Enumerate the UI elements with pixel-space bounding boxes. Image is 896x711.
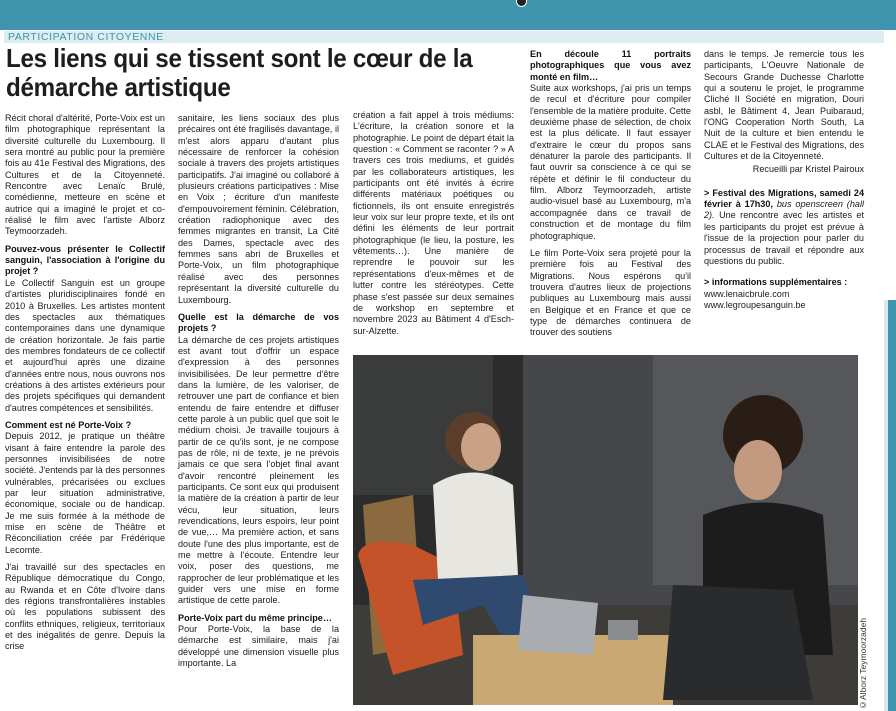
column-3 <box>353 110 514 343</box>
event-location: bus openscreen (hall 2). <box>704 199 864 221</box>
photo-illustration <box>353 355 858 705</box>
answer-paragraph: J'ai travaillé sur des spectacles en République démocratique du Congo, au Rwanda et en Côte d'Ivoire dans des régions transfrontalières instables où les populations subissent des conflits ethniques, religieux, territoriaux et des inégalités de genre. Depuis la crise <box>5 562 165 652</box>
question-heading: Porte-Voix part du même principe… <box>178 612 332 623</box>
website-link[interactable]: www.lenaicbrule.com <box>704 288 790 299</box>
question-heading: Pouvez-vous présenter le Collectif sanguin, l'association à l'origine du projet ? <box>5 243 165 277</box>
answer-paragraph: Le Collectif Sanguin est un groupe d'artistes pluridisciplinaires fondé en 2010 à Bruxelles. Les artistes montent des spectacles aux thématiques contemporaines dans une dynamique de création horizontale. Je fais partie des membres fondateurs de ce collectif et aujourd'hui après une dizaine d'années entre nous, nous ouvrons nos créations à des artistes extérieurs pour des projets spécifiques qui demandent d'autres compétences et sensibilités. <box>5 277 165 413</box>
photo-credit: ©Alborz Teymoorzadeh <box>858 617 868 710</box>
page-title: Les liens qui se tissent sont le cœur de la démarche artistique <box>6 43 473 102</box>
section-rubric: PARTICIPATION CITOYENNE <box>4 31 884 43</box>
website-link[interactable]: www.legroupesanguin.be <box>704 299 806 310</box>
info-heading: > informations supplémentaires : <box>704 277 848 288</box>
acknowledgements-paragraph: dans le temps. Je remercie tous les participants, L'Oeuvre Nationale de Secours Grande Duchesse Charlotte qui a soutenu le projet, le programme Cliché II Société en migration, Douri asbl, le Bâtiment 4, Jean Puibaraud, l'ONG Cooperation North South, La Nuit de la culture et bien entendu le CLAE et le Festival des Migrations, des Cultures et de la Citoyenneté. <box>704 49 864 162</box>
question-heading: Comment est né Porte-Voix ? <box>5 419 132 430</box>
woman-face <box>461 423 501 471</box>
event-description: Une rencontre avec les artistes et les participants du projet est prévue à l'issue de la projection pour parler du processus de travail et répondre aux questions du public. <box>704 210 865 266</box>
workshop-photo <box>353 355 858 705</box>
question-heading: En découle 11 portraits photographiques que vous avez monté en film… <box>530 49 691 82</box>
man-face <box>734 440 782 500</box>
answer-paragraph: Depuis 2012, je pratique un théâtre visant à faire entendre la parole des personnes invisibilisées de notre société. J'entends par là des personnes vulnérables, précarisées ou exclues par leur situation administrative, économique, sociale ou de handicap. Je me suis formée à la méthode de mise en scène de Théâtre et Réconciliation créée par Frédérique Lecomte. <box>5 431 165 555</box>
body-paragraph: sanitaire, les liens sociaux des plus précaires ont été fragilisés davantage, il m'est alors apparu d'autant plus nécessaire de renforcer la cohésion sociale à travers des projets artistiques participatifs. J'ai imaginé ou collaboré à plusieurs créations participatives : Mise en Voix ; écriture d'un manifeste d'empouvoirement féminin. Célébration, création radiophonique avec des femmes migrantes en transit, La Cité des Dames, spectacle avec des femmes sans abri de Bruxelles et Porte-Voix, un film photographique réalisé avec des personnes représentant la diversité culturelle du Luxembourg. <box>178 113 339 305</box>
intro-paragraph: Récit choral d'altérité, Porte-Voix est un film photographique représentant la diversité culturelle du Luxembourg. Il sera montré au public pour la première fois au 41e Festival des Migrations, des Cultures et de la Citoyenneté. Rencontre avec Lenaïc Brulé, comédienne, metteure en scène et autrice qui a imaginé le projet et co-réalisé le film avec l'artiste Alborz Teymoorzadeh. <box>5 113 165 237</box>
column-5 <box>704 49 864 317</box>
page-edge-accent <box>888 300 896 711</box>
answer-paragraph: Pour Porte-Voix, la base de la démarche est similaire, mais j'ai développé une dimension visuelle plus importante. La <box>178 624 339 669</box>
white-tshirt <box>433 473 518 581</box>
audio-recorder <box>608 620 638 640</box>
column-2 <box>178 113 339 676</box>
dark-trousers <box>663 585 813 700</box>
binder-dot <box>516 0 527 7</box>
info-block <box>704 277 864 311</box>
answer-paragraph: Suite aux workshops, j'ai pris un temps de recul et d'écriture pour compiler l'ensemble de la matière produite. Cette deuxième phase de sélection, de choix est la plus délicate. Il faut essayer d'extraire le cœur du propos sans dénaturer la parole des participants. Il faut ouvrir sa conscience à ce qui se répète et définir le fil conducteur du film. Alborz Teymoorzadeh, artiste audio-visuel basé au Luxembourg, m'a accompagnée dans ce travail de construction et de montage du film photographique. <box>530 83 691 241</box>
top-color-bar <box>0 0 896 30</box>
event-heading: > Festival des Migrations, samedi 24 février à 17h30, <box>704 187 864 210</box>
answer-paragraph: La démarche de ces projets artistiques est avant tout d'offrir un espace d'expression à des personnes invisibilisées. De leur permettre d'être dans la lumière, de les valoriser, de retrouver une part de confiance et bien entendu de faire entendre et diffuser cette parole à un public quel que soit le médium choisi. Je travaille toujours à partir de ce qu'ils sont, je ne compose pas de rôle, ni de texte, je ne prévois jamais ce que sera l'objet final avant d'avoir rencontré pleinement les participants. Ce sont eux qui produisent la matière de la création à partir de leur vécu, leur situation, leurs revendications, leurs espoirs, leur point de vue,… Ma première action, et sans doute l'une des plus importante, est de me mettre à l'écoute. Entendre leur voix, poser des questions, me rapprocher de leur problématique et les guider vers une mise en forme artistique de cette parole. <box>178 334 339 606</box>
body-paragraph: création a fait appel à trois médiums: L'écriture, la création sonore et la photographie. Le point de départ était la question : « Comment se raconter ? » A travers ces trois mediums, et guidés par les collaborateurs artistiques, les participants ont été invités à écrire différents matériaux poétiques ou fictionnels, ils ont ensuite enregistrés leur voix sur leur propre texte, et ils ont défini les éléments de leur portrait photographique (le lieu, la posture, les vêtements…). Une manière de reprendre le pouvoir sur les représentations d'eux-mêmes et de lutter contre les stéréotypes. Cette phase s'est passée sur deux semaines de workshop en septembre et novembre 2023 au Bâtiment 4 d'Esch-sur-Alzette. <box>353 110 514 336</box>
column-4 <box>530 49 691 345</box>
answer-paragraph: Le film Porte-Voix sera projeté pour la première fois au Festival des Migrations. Nous espérons qu'il trouvera d'autres lieux de projections publiques au Luxembourg mais aussi en Belgique et en France et que ce type de démarches continuera de trouver des soutiens <box>530 247 691 338</box>
column-1 <box>5 113 165 659</box>
event-info <box>704 188 864 267</box>
question-heading: Quelle est la démarche de vos projets ? <box>178 311 339 334</box>
author-signature: Recueilli par Kristel Pairoux <box>752 164 864 175</box>
laptop <box>518 595 598 655</box>
